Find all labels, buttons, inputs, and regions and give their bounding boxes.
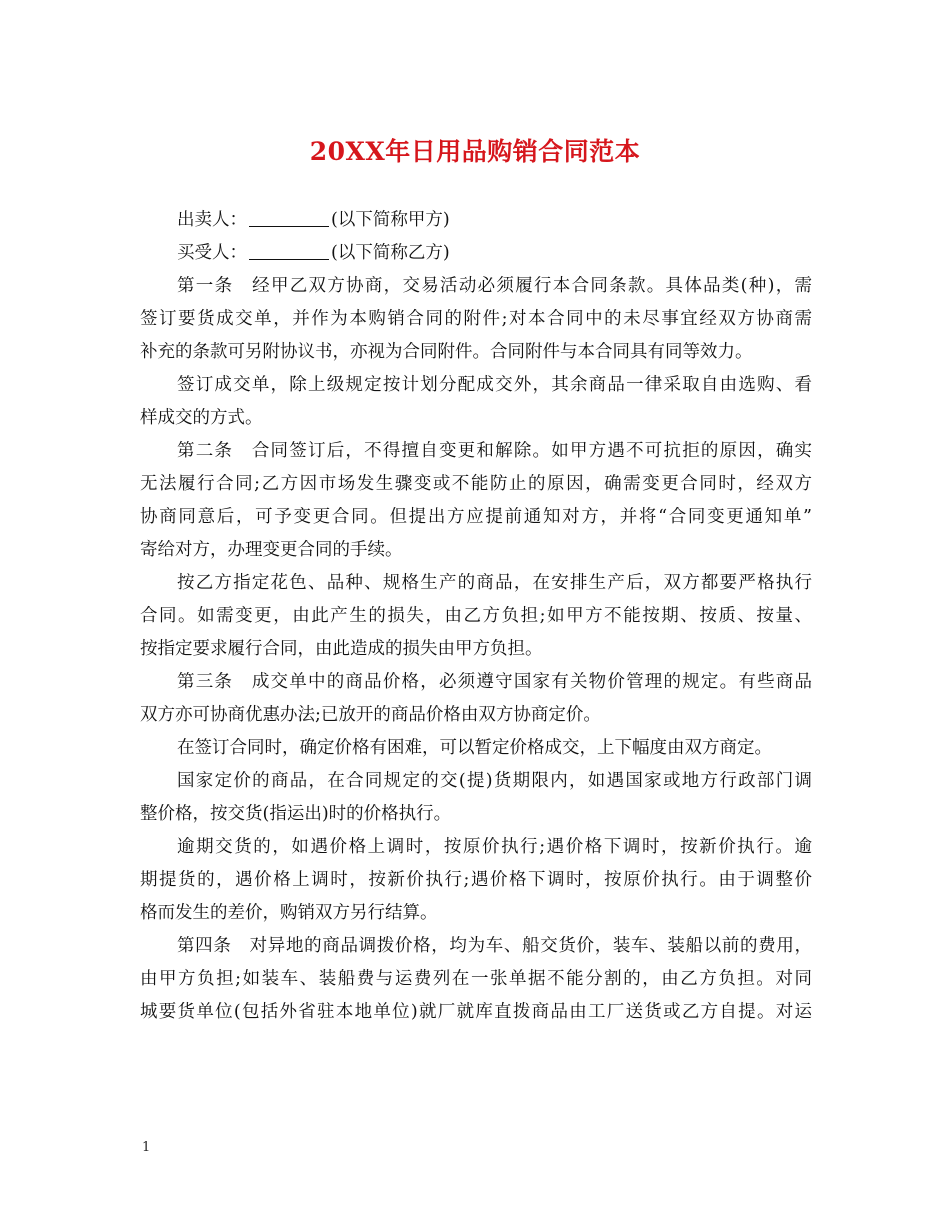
text-line: 样成交的方式。 (140, 408, 263, 428)
text-line: 补充的条款可另附协议书，亦视为合同附件。合同附件与本合同具有同等效力。 (140, 342, 753, 362)
text-line: 双方亦可协商优惠办法;已放开的商品价格由双方协商定价。 (140, 705, 601, 725)
text-line: 第二条 合同签订后，不得擅自变更和解除。如甲方遇不可抗拒的原因，确实 (177, 441, 812, 461)
text-line: 整价格，按交货(指运出)时的价格执行。 (140, 804, 452, 824)
text-line: 按指定要求履行合同，由此造成的损失由甲方负担。 (140, 639, 543, 659)
text-line: 逾期交货的，如遇价格上调时，按原价执行;遇价格下调时，按新价执行。逾 (177, 837, 812, 857)
text-line: 寄给对方，办理变更合同的手续。 (140, 540, 403, 560)
text-line: 在签订合同时，确定价格有困难，可以暂定价格成交，上下幅度由双方商定。 (177, 738, 772, 758)
seller-label: 出卖人： (177, 210, 247, 230)
text-line: 城要货单位(包括外省驻本地单位)就厂就库直拨商品由工厂送货或乙方自提。对运 (140, 1002, 812, 1022)
seller-suffix: (以下简称甲方) (331, 210, 450, 230)
buyer-blank-field (249, 241, 329, 260)
seller-blank-field (249, 208, 329, 227)
text-line: 协商同意后，可予变更合同。但提出方应提前通知对方，并将“合同变更通知单” (140, 507, 812, 527)
text-line: 合同。如需变更，由此产生的损失，由乙方负担;如甲方不能按期、按质、按量、 (140, 606, 812, 626)
buyer-suffix: (以下简称乙方) (331, 243, 450, 263)
text-line: 签订要货成交单，并作为本购销合同的附件;对本合同中的未尽事宜经双方协商需 (140, 309, 812, 329)
text-line: 第三条 成交单中的商品价格，必须遵守国家有关物价管理的规定。有些商品 (177, 672, 812, 692)
text-line: 期提货的，遇价格上调时，按新价执行;遇价格下调时，按原价执行。由于调整价 (140, 870, 812, 890)
seller-line (140, 204, 812, 237)
text-line: 第一条 经甲乙双方协商，交易活动必须履行本合同条款。具体品类(种)，需 (177, 276, 812, 296)
text-line: 国家定价的商品，在合同规定的交(提)货期限内，如遇国家或地方行政部门调 (177, 771, 812, 791)
document-body (140, 204, 812, 1029)
page-number: 1 (142, 1140, 151, 1155)
text-line: 由甲方负担;如装车、装船费与运费列在一张单据不能分割的，由乙方负担。对同 (140, 969, 812, 989)
text-line: 格而发生的差价，购销双方另行结算。 (140, 903, 438, 923)
text-line: 签订成交单，除上级规定按计划分配成交外，其余商品一律采取自由选购、看 (177, 375, 812, 395)
buyer-line (140, 237, 812, 270)
document-title: 20XX年日用品购销合同范本 (309, 137, 641, 166)
buyer-label: 买受人： (177, 243, 247, 263)
text-line: 无法履行合同;乙方因市场发生骤变或不能防止的原因，确需变更合同时，经双方 (140, 474, 812, 494)
text-line: 第四条 对异地的商品调拨价格，均为车、船交货价，装车、装船以前的费用， (177, 936, 812, 956)
text-line: 按乙方指定花色、品种、规格生产的商品，在安排生产后，双方都要严格执行 (177, 573, 812, 593)
